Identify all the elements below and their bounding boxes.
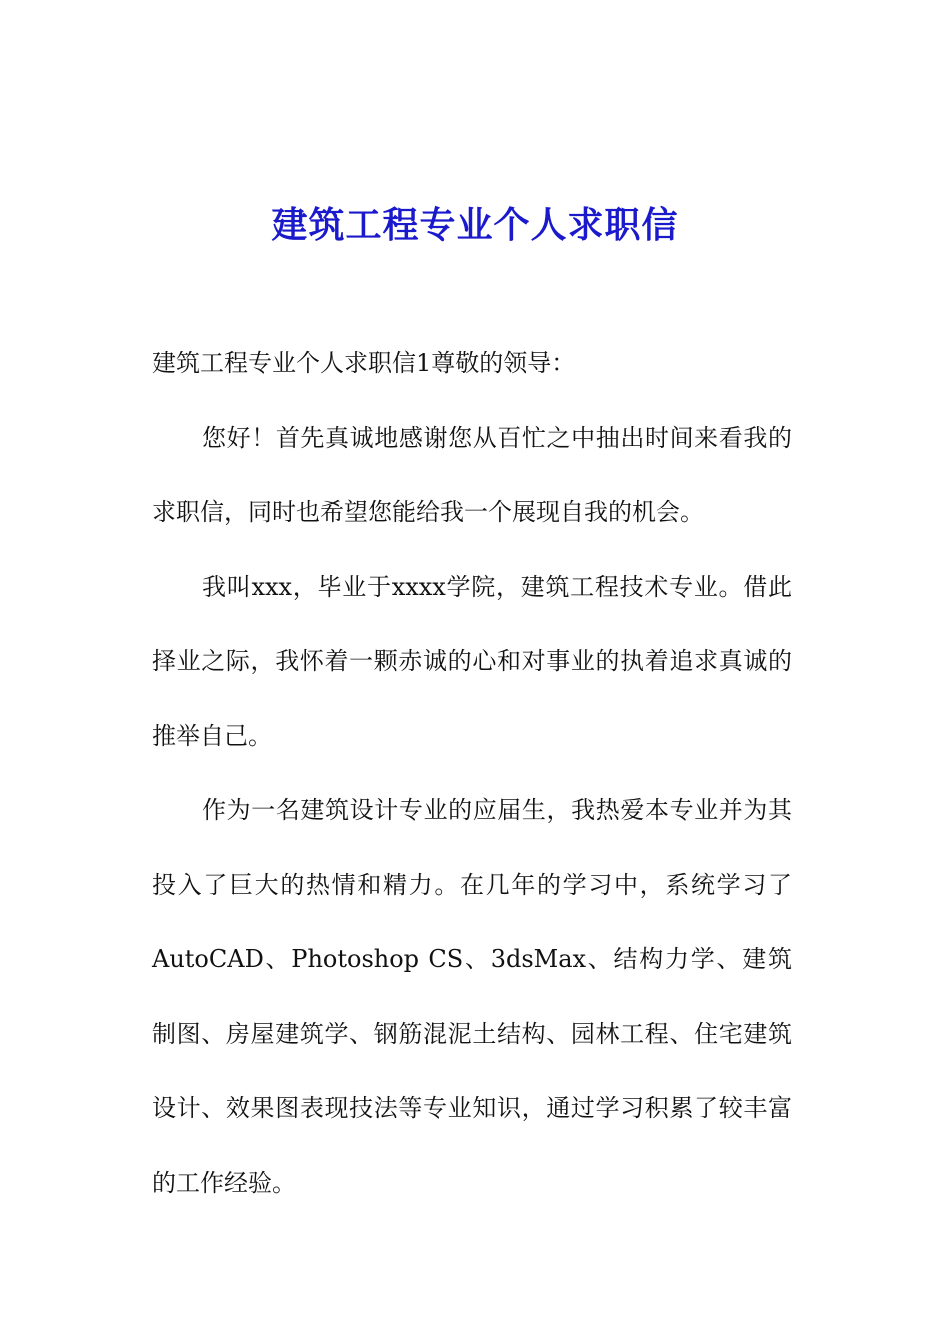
greeting-paragraph: 您好！首先真诚地感谢您从百忙之中抽出时间来看我的求职信，同时也希望您能给我一个展现自我的机会。 [152,423,792,526]
document-title: 建筑工程专业个人求职信 [271,205,679,247]
letter-body [152,326,792,1220]
introduction-paragraph: 我叫xxx，毕业于xxxx学院，建筑工程技术专业。借此择业之际，我怀着一颗赤诚的心和对事业的执着追求真诚的推举自己。 [152,572,792,750]
salutation-paragraph: 建筑工程专业个人求职信1尊敬的领导： [152,349,576,377]
study-experience-paragraph: 作为一名建筑设计专业的应届生，我热爱本专业并为其投入了巨大的热情和精力。在几年的学习中，系统学习了AutoCAD、Photoshop CS、3dsMax、结构力学、建筑制图、房屋建筑学、钢筋混泥土结构、园林工程、住宅建筑设计、效果图表现技法等专业知识，通过学习积累了较丰富的工作经验。 [152,796,792,1197]
